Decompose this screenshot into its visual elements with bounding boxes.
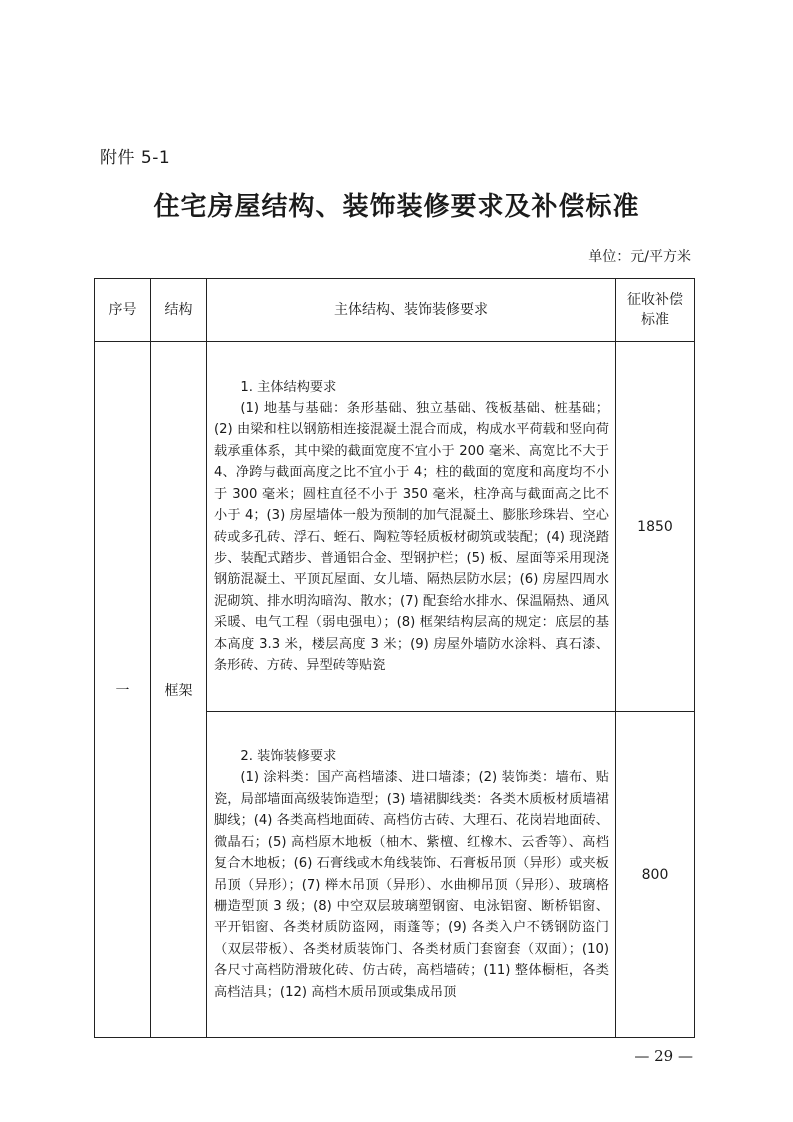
- row-structure: 框架: [151, 342, 207, 1038]
- column-header-seq: 序号: [95, 279, 151, 342]
- compensation-value: 800: [616, 712, 695, 1038]
- page-title: 住宅房屋结构、装饰装修要求及补偿标准: [153, 192, 640, 222]
- unit-label: 单位：元/平方米: [588, 249, 691, 265]
- column-header-structure: 结构: [151, 279, 207, 342]
- compensation-table: [94, 278, 695, 1038]
- column-header-standard: 征收补偿标准: [616, 279, 695, 342]
- row-seq: 一: [95, 342, 151, 1038]
- requirement-text: (1) 涂料类：国产高档墙漆、进口墙漆；(2) 装饰类：墙布、贴瓷，局部墙面高级装饰造型；(3) 墙裙脚线类：各类木质板材质墙裙脚线；(4) 各类高档地面砖、高档仿古砖、大理石、花岗岩地面砖、微晶石；(5) 高档原木地板（柚木、紫檀、红橡木、云香等）、高档复合木地板；(6) 石膏线或木角线装饰、石膏板吊顶（异形）或夹板吊顶（异形）；(7) 榉木吊顶（异形）、水曲柳吊顶（异形）、玻璃格栅造型顶 3 级；(8) 中空双层玻璃塑钢窗、电泳铝窗、断桥铝窗、平开铝窗、各类材质防盗网，雨蓬等；(9) 各类入户不锈钢防盗门（双层带板）、各类材质装饰门、各类材质门套窗套（双面）；(10) 各尺寸高档防滑玻化砖、仿古砖，高档墙砖；(11) 整体橱柜，各类高档洁具；(12) 高档木质吊顶或集成吊顶: [214, 770, 609, 1000]
- requirement-text: (1) 地基与基础：条形基础、独立基础、筏板基础、桩基础；(2) 由梁和柱以钢筋相连接混凝土混合而成，构成水平荷载和竖向荷载承重体系，其中梁的截面宽度不宜小于 200 毫米、高宽比不大于 4、净跨与截面高度之比不宜小于 4；柱的截面的宽度和高度均不小于 300 毫米；圆柱直径不小于 350 毫米，柱净高与截面高之比不小于 4；(3) 房屋墙体一般为预制的加气混凝土、膨胀珍珠岩、空心砖或多孔砖、浮石、蛭石、陶粒等轻质板材砌筑或装配；(4) 现浇踏步、装配式踏步、普通铝合金、型钢护栏；(5) 板、屋面等采用现浇钢筋混凝土、平顶瓦屋面、女儿墙、隔热层防水层；(6) 房屋四周水泥砌筑、排水明沟暗沟、散水；(7) 配套给水排水、保温隔热、通风采暖、电气工程（弱电强电）；(8) 框架结构层高的规定：底层的基本高度 3.3 米，楼层高度 3 米；(9) 房屋外墙防水涂料、真石漆、条形砖、方砖、异型砖等贴瓷: [214, 401, 609, 673]
- requirement-heading: 1. 主体结构要求: [240, 379, 337, 395]
- page-number: — 29 —: [634, 1047, 693, 1065]
- requirement-cell-decoration: [207, 712, 616, 1038]
- table-row: [95, 342, 695, 712]
- table-header-row: [95, 279, 695, 342]
- attachment-label: 附件 5-1: [100, 148, 171, 168]
- column-header-requirements: 主体结构、装饰装修要求: [207, 279, 616, 342]
- requirement-heading: 2. 装饰装修要求: [240, 749, 337, 765]
- requirement-cell-main: [207, 342, 616, 712]
- compensation-value: 1850: [616, 342, 695, 712]
